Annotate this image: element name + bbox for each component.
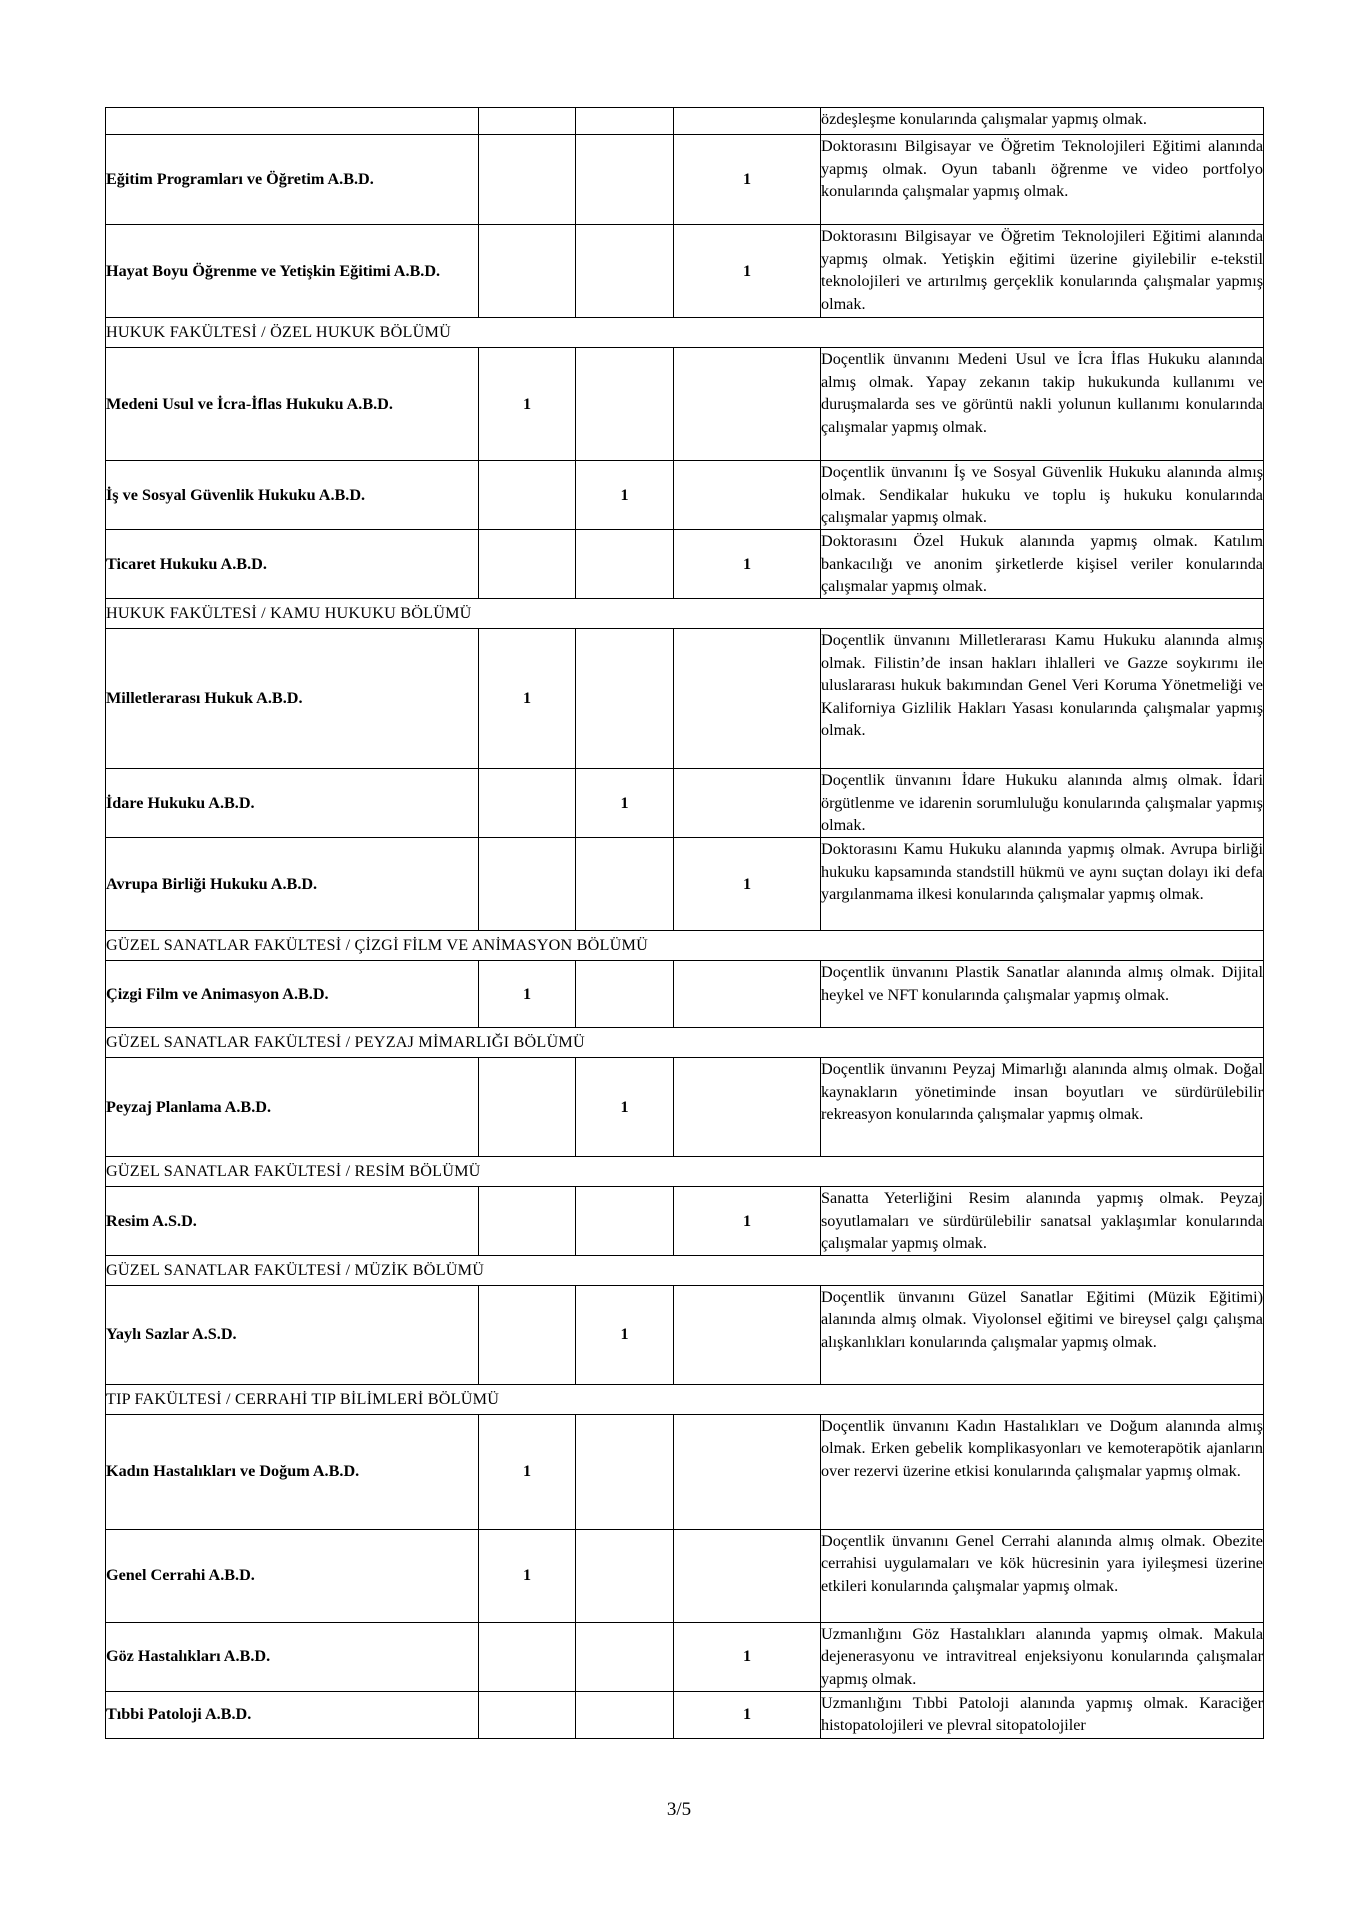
- department-name: [106, 108, 479, 135]
- count-cell-1: 1: [479, 629, 576, 769]
- section-header-row: [106, 931, 1264, 961]
- count-cell-2: 1: [576, 1285, 674, 1384]
- table-row: [106, 1285, 1264, 1384]
- count-cell-3: [674, 769, 821, 838]
- table-row: [106, 348, 1264, 461]
- count-cell-2: [576, 961, 674, 1028]
- department-name: Avrupa Birliği Hukuku A.B.D.: [106, 838, 479, 931]
- count-cell-3: [674, 1529, 821, 1622]
- count-cell-2: [576, 135, 674, 225]
- requirement-description: Doçentlik ünvanını Güzel Sanatlar Eğitimi (Müzik Eğitimi) alanında almış olmak. Viyolonsel eğitimi ve bireysel çalgı çalışma alışkanlıkları konularında çalışmalar yapmış olmak.: [821, 1285, 1264, 1384]
- count-cell-3: [674, 1414, 821, 1529]
- department-name: Resim A.S.D.: [106, 1187, 479, 1256]
- staff-requirements-table: [105, 107, 1264, 1739]
- section-title: HUKUK FAKÜLTESİ / KAMU HUKUKU BÖLÜMÜ: [106, 599, 1264, 629]
- count-cell-3: 1: [674, 135, 821, 225]
- count-cell-1: [479, 225, 576, 318]
- page-number: 3/5: [666, 1799, 692, 1820]
- count-cell-3: 1: [674, 1691, 821, 1738]
- section-title: GÜZEL SANATLAR FAKÜLTESİ / ÇİZGİ FİLM VE ANİMASYON BÖLÜMÜ: [106, 931, 1264, 961]
- requirement-description: Uzmanlığını Tıbbi Patoloji alanında yapmış olmak. Karaciğer histopatolojileri ve plevral sitopatolojiler: [821, 1691, 1264, 1738]
- table-row: [106, 530, 1264, 599]
- count-cell-3: 1: [674, 1187, 821, 1256]
- requirement-description: Doçentlik ünvanını Plastik Sanatlar alanında almış olmak. Dijital heykel ve NFT konularında çalışmalar yapmış olmak.: [821, 961, 1264, 1028]
- requirement-description: Doçentlik ünvanını Peyzaj Mimarlığı alanında almış olmak. Doğal kaynakların yönetiminde insan boyutları ve sürdürülebilir rekreasyon konularında çalışmalar yapmış olmak.: [821, 1058, 1264, 1157]
- table-row: [106, 1414, 1264, 1529]
- count-cell-2: [576, 225, 674, 318]
- count-cell-2: [576, 348, 674, 461]
- table-row: [106, 961, 1264, 1028]
- department-name: Genel Cerrahi A.B.D.: [106, 1529, 479, 1622]
- count-cell-2: 1: [576, 769, 674, 838]
- section-header-row: [106, 1384, 1264, 1414]
- count-cell-2: [576, 1187, 674, 1256]
- count-cell-2: [576, 530, 674, 599]
- department-name: Ticaret Hukuku A.B.D.: [106, 530, 479, 599]
- requirement-description: Doktorasını Özel Hukuk alanında yapmış olmak. Katılım bankacılığı ve anonim şirketlerde kişisel veriler konularında çalışmalar yapmış olmak.: [821, 530, 1264, 599]
- table-body: [106, 108, 1264, 1739]
- table-row: [106, 108, 1264, 135]
- count-cell-1: 1: [479, 961, 576, 1028]
- count-cell-1: [479, 135, 576, 225]
- requirement-description: özdeşleşme konularında çalışmalar yapmış olmak.: [821, 108, 1264, 135]
- count-cell-3: [674, 1058, 821, 1157]
- table-row: [106, 225, 1264, 318]
- table-row: [106, 629, 1264, 769]
- count-cell-2: [576, 1529, 674, 1622]
- department-name: Peyzaj Planlama A.B.D.: [106, 1058, 479, 1157]
- requirement-description: Doktorasını Bilgisayar ve Öğretim Teknolojileri Eğitimi alanında yapmış olmak. Oyun tabanlı öğrenme ve video portfolyo konularında çalışmalar yapmış olmak.: [821, 135, 1264, 225]
- department-name: Hayat Boyu Öğrenme ve Yetişkin Eğitimi A.B.D.: [106, 225, 479, 318]
- table-row: [106, 461, 1264, 530]
- count-cell-1: [479, 108, 576, 135]
- department-name: Göz Hastalıkları A.B.D.: [106, 1622, 479, 1691]
- count-cell-1: 1: [479, 348, 576, 461]
- count-cell-3: 1: [674, 838, 821, 931]
- requirement-description: Doçentlik ünvanını İdare Hukuku alanında almış olmak. İdari örgütlenme ve idarenin sorumluluğu konularında çalışmalar yapmış olmak.: [821, 769, 1264, 838]
- count-cell-2: [576, 108, 674, 135]
- requirement-description: Doktorasını Bilgisayar ve Öğretim Teknolojileri Eğitimi alanında yapmış olmak. Yetişkin eğitimi üzerine giyilebilir e-tekstil teknolojileri ve artırılmış gerçeklik konularında çalışmalar yapmış olmak.: [821, 225, 1264, 318]
- requirement-description: Doçentlik ünvanını Genel Cerrahi alanında almış olmak. Obezite cerrahisi uygulamaları ve kök hücresinin yara iyileşmesi üzerine etkileri konularında çalışmalar yapmış olmak.: [821, 1529, 1264, 1622]
- count-cell-2: 1: [576, 461, 674, 530]
- section-title: GÜZEL SANATLAR FAKÜLTESİ / MÜZİK BÖLÜMÜ: [106, 1255, 1264, 1285]
- count-cell-3: [674, 108, 821, 135]
- count-cell-1: 1: [479, 1529, 576, 1622]
- table-row: [106, 1529, 1264, 1622]
- count-cell-2: [576, 1691, 674, 1738]
- table-row: [106, 1622, 1264, 1691]
- count-cell-1: 1: [479, 1414, 576, 1529]
- count-cell-3: 1: [674, 1622, 821, 1691]
- department-name: Eğitim Programları ve Öğretim A.B.D.: [106, 135, 479, 225]
- requirement-description: Sanatta Yeterliğini Resim alanında yapmış olmak. Peyzaj soyutlamaları ve sürdürülebilir sanatsal yaklaşımlar konularında çalışmalar yapmış olmak.: [821, 1187, 1264, 1256]
- count-cell-1: [479, 769, 576, 838]
- count-cell-3: [674, 629, 821, 769]
- count-cell-1: [479, 530, 576, 599]
- count-cell-1: [479, 838, 576, 931]
- department-name: İdare Hukuku A.B.D.: [106, 769, 479, 838]
- section-header-row: [106, 1255, 1264, 1285]
- count-cell-1: [479, 1285, 576, 1384]
- section-header-row: [106, 318, 1264, 348]
- count-cell-1: [479, 461, 576, 530]
- requirement-description: Doktorasını Kamu Hukuku alanında yapmış olmak. Avrupa birliği hukuku kapsamında standstill hükmü ve aynı suçtan dolayı iki defa yargılanmama ilkesi konularında çalışmalar yapmış olmak.: [821, 838, 1264, 931]
- requirement-description: Doçentlik ünvanını Medeni Usul ve İcra İflas Hukuku alanında almış olmak. Yapay zekanın takip hukukunda kullanımı ve duruşmalarda ses ve görüntü nakli yolunun kullanımı konularında çalışmalar yapmış olmak.: [821, 348, 1264, 461]
- section-header-row: [106, 599, 1264, 629]
- count-cell-2: [576, 838, 674, 931]
- table-row: [106, 769, 1264, 838]
- table-row: [106, 1058, 1264, 1157]
- section-header-row: [106, 1157, 1264, 1187]
- count-cell-3: 1: [674, 225, 821, 318]
- section-title: HUKUK FAKÜLTESİ / ÖZEL HUKUK BÖLÜMÜ: [106, 318, 1264, 348]
- department-name: Medeni Usul ve İcra-İflas Hukuku A.B.D.: [106, 348, 479, 461]
- count-cell-1: [479, 1187, 576, 1256]
- count-cell-2: [576, 629, 674, 769]
- section-header-row: [106, 1028, 1264, 1058]
- table-row: [106, 135, 1264, 225]
- count-cell-3: [674, 961, 821, 1028]
- section-title: TIP FAKÜLTESİ / CERRAHİ TIP BİLİMLERİ BÖLÜMÜ: [106, 1384, 1264, 1414]
- requirement-description: Doçentlik ünvanını Milletlerarası Kamu Hukuku alanında almış olmak. Filistin’de insan hakları ihlalleri ve Gazze soykırımı ile uluslararası hukuk bakımından Genel Veri Koruma Yönetmeliği ve Kaliforniya Gizlilik Hakları Yasası konularında çalışmalar yapmış olmak.: [821, 629, 1264, 769]
- requirement-description: Uzmanlığını Göz Hastalıkları alanında yapmış olmak. Makula dejenerasyonu ve intravitreal enjeksiyonu konularında çalışmalar yapmış olmak.: [821, 1622, 1264, 1691]
- department-name: Kadın Hastalıkları ve Doğum A.B.D.: [106, 1414, 479, 1529]
- requirement-description: Doçentlik ünvanını Kadın Hastalıkları ve Doğum alanında almış olmak. Erken gebelik komplikasyonları ve kemoterapötik ajanların over rezervi üzerine etkisi konularında çalışmalar yapmış olmak.: [821, 1414, 1264, 1529]
- table-row: [106, 1187, 1264, 1256]
- count-cell-3: [674, 1285, 821, 1384]
- section-title: GÜZEL SANATLAR FAKÜLTESİ / RESİM BÖLÜMÜ: [106, 1157, 1264, 1187]
- count-cell-2: [576, 1622, 674, 1691]
- table-row: [106, 838, 1264, 931]
- count-cell-3: [674, 461, 821, 530]
- department-name: Tıbbi Patoloji A.B.D.: [106, 1691, 479, 1738]
- count-cell-3: 1: [674, 530, 821, 599]
- count-cell-2: 1: [576, 1058, 674, 1157]
- section-title: GÜZEL SANATLAR FAKÜLTESİ / PEYZAJ MİMARLIĞI BÖLÜMÜ: [106, 1028, 1264, 1058]
- department-name: Milletlerarası Hukuk A.B.D.: [106, 629, 479, 769]
- count-cell-1: [479, 1622, 576, 1691]
- count-cell-1: [479, 1691, 576, 1738]
- department-name: İş ve Sosyal Güvenlik Hukuku A.B.D.: [106, 461, 479, 530]
- count-cell-1: [479, 1058, 576, 1157]
- count-cell-2: [576, 1414, 674, 1529]
- table-row: [106, 1691, 1264, 1738]
- department-name: Yaylı Sazlar A.S.D.: [106, 1285, 479, 1384]
- department-name: Çizgi Film ve Animasyon A.B.D.: [106, 961, 479, 1028]
- requirement-description: Doçentlik ünvanını İş ve Sosyal Güvenlik Hukuku alanında almış olmak. Sendikalar hukuku ve toplu iş hukuku konularında çalışmalar yapmış olmak.: [821, 461, 1264, 530]
- count-cell-3: [674, 348, 821, 461]
